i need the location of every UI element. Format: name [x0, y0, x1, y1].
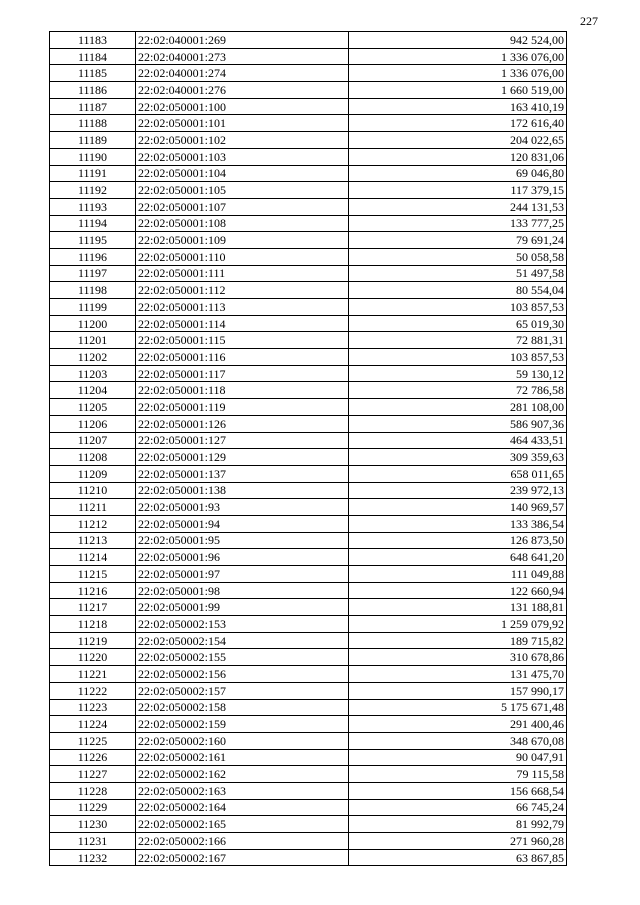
cadastral-number: 22:02:050001:138 [136, 482, 349, 499]
table-row [50, 198, 567, 215]
cadastral-value: 658 011,65 [349, 465, 567, 482]
row-number: 11200 [50, 315, 136, 332]
cadastral-number: 22:02:050001:116 [136, 349, 349, 366]
table-row [50, 265, 567, 282]
cadastral-value: 942 524,00 [349, 32, 567, 49]
cadastral-number: 22:02:050002:167 [136, 849, 349, 866]
cadastral-value: 90 047,91 [349, 749, 567, 766]
table-row [50, 465, 567, 482]
cadastral-value: 464 433,51 [349, 432, 567, 449]
table-row [50, 148, 567, 165]
cadastral-number: 22:02:050001:100 [136, 98, 349, 115]
table-row [50, 115, 567, 132]
table-row [50, 666, 567, 683]
table-body [50, 32, 567, 866]
row-number: 11213 [50, 532, 136, 549]
table-row [50, 482, 567, 499]
cadastral-number: 22:02:040001:273 [136, 48, 349, 65]
cadastral-value: 172 616,40 [349, 115, 567, 132]
row-number: 11210 [50, 482, 136, 499]
cadastral-number: 22:02:050002:165 [136, 816, 349, 833]
cadastral-number: 22:02:050001:99 [136, 599, 349, 616]
table-row [50, 549, 567, 566]
row-number: 11207 [50, 432, 136, 449]
row-number: 11214 [50, 549, 136, 566]
cadastral-value: 586 907,36 [349, 415, 567, 432]
cadastral-number: 22:02:050002:158 [136, 699, 349, 716]
table-row [50, 799, 567, 816]
cadastral-value: 79 691,24 [349, 232, 567, 249]
table-row [50, 515, 567, 532]
row-number: 11226 [50, 749, 136, 766]
cadastral-number: 22:02:050001:97 [136, 566, 349, 583]
row-number: 11220 [50, 649, 136, 666]
cadastral-number: 22:02:050002:153 [136, 616, 349, 633]
table-row [50, 365, 567, 382]
row-number: 11231 [50, 833, 136, 850]
table-row [50, 532, 567, 549]
cadastral-number: 22:02:050001:104 [136, 165, 349, 182]
cadastral-number: 22:02:050002:166 [136, 833, 349, 850]
table-row [50, 782, 567, 799]
cadastral-value: 157 990,17 [349, 682, 567, 699]
page-number: 227 [580, 14, 598, 28]
table-row [50, 499, 567, 516]
table-row [50, 248, 567, 265]
cadastral-number: 22:02:050002:162 [136, 766, 349, 783]
table-row [50, 632, 567, 649]
cadastral-number: 22:02:050001:114 [136, 315, 349, 332]
row-number: 11193 [50, 198, 136, 215]
table-row [50, 98, 567, 115]
cadastral-number: 22:02:050001:93 [136, 499, 349, 516]
row-number: 11221 [50, 666, 136, 683]
cadastral-value: 140 969,57 [349, 499, 567, 516]
cadastral-number: 22:02:050002:159 [136, 716, 349, 733]
row-number: 11196 [50, 248, 136, 265]
cadastral-value-table [49, 31, 567, 866]
cadastral-number: 22:02:050002:164 [136, 799, 349, 816]
cadastral-number: 22:02:050001:96 [136, 549, 349, 566]
cadastral-number: 22:02:050001:109 [136, 232, 349, 249]
row-number: 11194 [50, 215, 136, 232]
row-number: 11222 [50, 682, 136, 699]
cadastral-number: 22:02:050001:118 [136, 382, 349, 399]
row-number: 11208 [50, 449, 136, 466]
cadastral-value: 80 554,04 [349, 282, 567, 299]
cadastral-value: 291 400,46 [349, 716, 567, 733]
cadastral-value: 310 678,86 [349, 649, 567, 666]
table-row [50, 32, 567, 49]
table-row [50, 616, 567, 633]
cadastral-number: 22:02:050001:129 [136, 449, 349, 466]
cadastral-number: 22:02:040001:276 [136, 82, 349, 99]
cadastral-number: 22:02:050001:108 [136, 215, 349, 232]
row-number: 11230 [50, 816, 136, 833]
table-row [50, 833, 567, 850]
row-number: 11206 [50, 415, 136, 432]
cadastral-number: 22:02:050001:117 [136, 365, 349, 382]
cadastral-number: 22:02:050001:112 [136, 282, 349, 299]
cadastral-number: 22:02:050001:110 [136, 248, 349, 265]
cadastral-value: 65 019,30 [349, 315, 567, 332]
cadastral-value: 69 046,80 [349, 165, 567, 182]
row-number: 11215 [50, 566, 136, 583]
cadastral-value: 133 386,54 [349, 515, 567, 532]
cadastral-number: 22:02:050001:102 [136, 132, 349, 149]
row-number: 11211 [50, 499, 136, 516]
table-row [50, 332, 567, 349]
row-number: 11203 [50, 365, 136, 382]
cadastral-value: 189 715,82 [349, 632, 567, 649]
row-number: 11199 [50, 299, 136, 316]
cadastral-value: 59 130,12 [349, 365, 567, 382]
cadastral-value: 156 668,54 [349, 782, 567, 799]
row-number: 11218 [50, 616, 136, 633]
table-row [50, 699, 567, 716]
row-number: 11188 [50, 115, 136, 132]
table-row [50, 215, 567, 232]
cadastral-number: 22:02:050001:111 [136, 265, 349, 282]
cadastral-value: 117 379,15 [349, 182, 567, 199]
cadastral-value: 103 857,53 [349, 349, 567, 366]
cadastral-value: 63 867,85 [349, 849, 567, 866]
cadastral-number: 22:02:040001:269 [136, 32, 349, 49]
cadastral-number: 22:02:050001:105 [136, 182, 349, 199]
row-number: 11209 [50, 465, 136, 482]
table-row [50, 649, 567, 666]
row-number: 11228 [50, 782, 136, 799]
cadastral-value: 120 831,06 [349, 148, 567, 165]
row-number: 11192 [50, 182, 136, 199]
row-number: 11191 [50, 165, 136, 182]
cadastral-value: 103 857,53 [349, 299, 567, 316]
cadastral-number: 22:02:050001:107 [136, 198, 349, 215]
cadastral-value: 281 108,00 [349, 399, 567, 416]
cadastral-number: 22:02:050001:119 [136, 399, 349, 416]
row-number: 11201 [50, 332, 136, 349]
cadastral-number: 22:02:050001:137 [136, 465, 349, 482]
cadastral-value: 309 359,63 [349, 449, 567, 466]
cadastral-value: 163 410,19 [349, 98, 567, 115]
table-row [50, 582, 567, 599]
cadastral-number: 22:02:050001:98 [136, 582, 349, 599]
cadastral-value: 5 175 671,48 [349, 699, 567, 716]
row-number: 11216 [50, 582, 136, 599]
cadastral-number: 22:02:050001:101 [136, 115, 349, 132]
cadastral-value: 50 058,58 [349, 248, 567, 265]
cadastral-value: 244 131,53 [349, 198, 567, 215]
cadastral-number: 22:02:050001:94 [136, 515, 349, 532]
cadastral-number: 22:02:050002:156 [136, 666, 349, 683]
cadastral-value: 271 960,28 [349, 833, 567, 850]
cadastral-number: 22:02:050001:126 [136, 415, 349, 432]
table-row [50, 849, 567, 866]
row-number: 11189 [50, 132, 136, 149]
row-number: 11198 [50, 282, 136, 299]
cadastral-value: 1 336 076,00 [349, 65, 567, 82]
cadastral-value: 1 259 079,92 [349, 616, 567, 633]
cadastral-number: 22:02:050002:163 [136, 782, 349, 799]
row-number: 11224 [50, 716, 136, 733]
cadastral-number: 22:02:050002:155 [136, 649, 349, 666]
table-row [50, 749, 567, 766]
row-number: 11186 [50, 82, 136, 99]
row-number: 11195 [50, 232, 136, 249]
row-number: 11202 [50, 349, 136, 366]
cadastral-value: 131 475,70 [349, 666, 567, 683]
row-number: 11232 [50, 849, 136, 866]
table-row [50, 82, 567, 99]
cadastral-value: 648 641,20 [349, 549, 567, 566]
cadastral-value: 79 115,58 [349, 766, 567, 783]
row-number: 11205 [50, 399, 136, 416]
cadastral-value: 239 972,13 [349, 482, 567, 499]
cadastral-value: 81 992,79 [349, 816, 567, 833]
table-row [50, 165, 567, 182]
row-number: 11212 [50, 515, 136, 532]
table-row [50, 415, 567, 432]
row-number: 11185 [50, 65, 136, 82]
row-number: 11184 [50, 48, 136, 65]
row-number: 11229 [50, 799, 136, 816]
row-number: 11225 [50, 732, 136, 749]
row-number: 11190 [50, 148, 136, 165]
cadastral-number: 22:02:050001:127 [136, 432, 349, 449]
table-row [50, 299, 567, 316]
table-row [50, 682, 567, 699]
cadastral-number: 22:02:050002:154 [136, 632, 349, 649]
table-row [50, 315, 567, 332]
row-number: 11219 [50, 632, 136, 649]
cadastral-number: 22:02:040001:274 [136, 65, 349, 82]
row-number: 11217 [50, 599, 136, 616]
table-row [50, 449, 567, 466]
cadastral-value: 72 881,31 [349, 332, 567, 349]
table-row [50, 65, 567, 82]
table-row [50, 816, 567, 833]
cadastral-value: 1 660 519,00 [349, 82, 567, 99]
cadastral-value: 66 745,24 [349, 799, 567, 816]
cadastral-number: 22:02:050001:115 [136, 332, 349, 349]
row-number: 11183 [50, 32, 136, 49]
table-row [50, 382, 567, 399]
table-row [50, 399, 567, 416]
table-row [50, 566, 567, 583]
table-row [50, 599, 567, 616]
cadastral-number: 22:02:050002:161 [136, 749, 349, 766]
table-row [50, 766, 567, 783]
row-number: 11187 [50, 98, 136, 115]
cadastral-number: 22:02:050001:95 [136, 532, 349, 549]
table-row [50, 232, 567, 249]
row-number: 11197 [50, 265, 136, 282]
cadastral-number: 22:02:050002:160 [136, 732, 349, 749]
cadastral-value: 1 336 076,00 [349, 48, 567, 65]
table-row [50, 48, 567, 65]
table-row [50, 182, 567, 199]
cadastral-number: 22:02:050002:157 [136, 682, 349, 699]
table-row [50, 349, 567, 366]
cadastral-value: 133 777,25 [349, 215, 567, 232]
table-row [50, 132, 567, 149]
cadastral-value: 348 670,08 [349, 732, 567, 749]
cadastral-value: 122 660,94 [349, 582, 567, 599]
cadastral-number: 22:02:050001:103 [136, 148, 349, 165]
cadastral-value: 72 786,58 [349, 382, 567, 399]
cadastral-number: 22:02:050001:113 [136, 299, 349, 316]
row-number: 11223 [50, 699, 136, 716]
row-number: 11227 [50, 766, 136, 783]
table-row [50, 282, 567, 299]
table-row [50, 432, 567, 449]
cadastral-value: 204 022,65 [349, 132, 567, 149]
table-row [50, 716, 567, 733]
cadastral-value: 51 497,58 [349, 265, 567, 282]
cadastral-value: 131 188,81 [349, 599, 567, 616]
cadastral-value: 126 873,50 [349, 532, 567, 549]
cadastral-value: 111 049,88 [349, 566, 567, 583]
row-number: 11204 [50, 382, 136, 399]
table-row [50, 732, 567, 749]
